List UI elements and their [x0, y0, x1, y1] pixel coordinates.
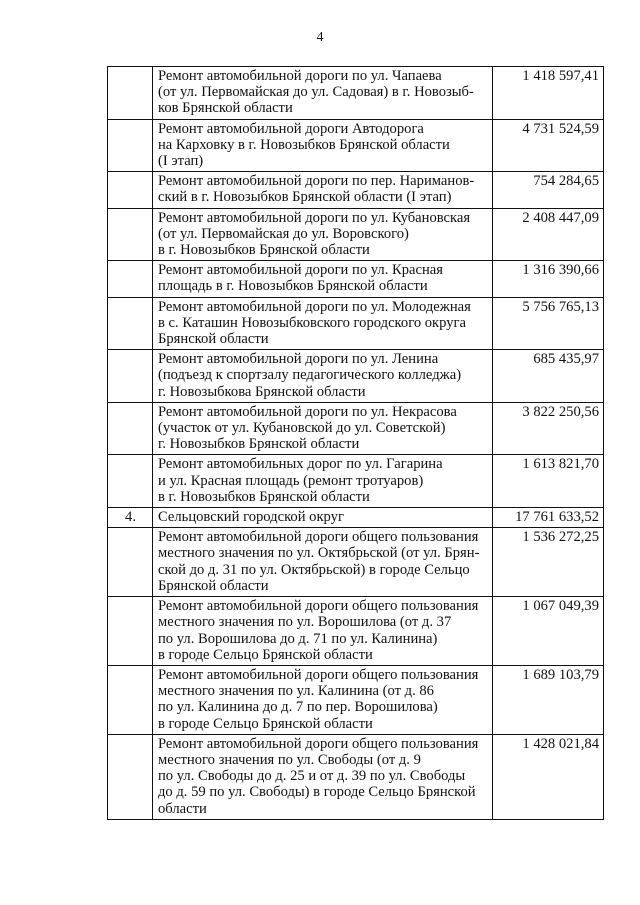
row-number	[108, 350, 153, 403]
funding-table-body	[108, 67, 604, 820]
page-number: 4	[316, 30, 324, 45]
description-line: (подъезд к спортзалу педагогического колледжа)	[158, 367, 462, 384]
description-line: по ул. Свободы до д. 25 и от д. 39 по ул. Свободы	[158, 768, 466, 785]
description-line: в с. Каташин Новозыбковского городского округа	[158, 314, 467, 331]
table-row	[108, 734, 604, 819]
row-amount: 2 408 447,09	[493, 208, 604, 261]
row-amount: 4 731 524,59	[493, 119, 604, 172]
row-description	[153, 297, 493, 350]
row-number	[108, 172, 153, 208]
description-line: по ул. Калинина до д. 7 по пер. Ворошилова)	[158, 699, 438, 716]
description-line: Брянской области	[158, 577, 269, 594]
description-line: ский в г. Новозыбков Брянской области (I этап)	[158, 189, 452, 206]
row-description	[153, 67, 493, 120]
table-row	[108, 119, 604, 172]
row-number	[108, 455, 153, 508]
row-description	[153, 350, 493, 403]
description-line: в городе Сельцо Брянской области	[158, 646, 373, 663]
row-amount: 1 689 103,79	[493, 665, 604, 734]
row-amount: 1 316 390,66	[493, 261, 604, 297]
description-line: области	[158, 800, 207, 817]
row-amount: 1 613 821,70	[493, 455, 604, 508]
description-line: по ул. Ворошилова до д. 71 по ул. Калинина)	[158, 630, 438, 647]
description-line: Ремонт автомобильной дороги по ул. Ленина	[158, 351, 439, 368]
table-row	[108, 508, 604, 528]
description-line: в г. Новозыбков Брянской области	[158, 488, 370, 505]
row-number	[108, 402, 153, 455]
description-line: Ремонт автомобильной дороги по ул. Чапаева	[158, 68, 442, 84]
description-line: Ремонт автомобильной дороги по ул. Молодежная	[158, 298, 471, 315]
row-amount: 17 761 633,52	[493, 508, 604, 528]
description-line: ской до д. 31 по ул. Октябрьской) в городе Сельцо	[158, 561, 470, 578]
row-number	[108, 67, 153, 120]
table-row	[108, 350, 604, 403]
description-line: (I этап)	[158, 153, 204, 170]
description-line: Ремонт автомобильной дороги общего пользования	[158, 598, 479, 615]
description-line: площадь в г. Новозыбков Брянской области	[158, 278, 428, 295]
description-line: в городе Сельцо Брянской области	[158, 715, 373, 732]
description-line: Ремонт автомобильной дороги по ул. Кубановская	[158, 209, 471, 226]
row-amount: 754 284,65	[493, 172, 604, 208]
funding-table	[107, 66, 604, 820]
row-description	[153, 402, 493, 455]
row-number	[108, 297, 153, 350]
description-line: Брянской области	[158, 331, 269, 348]
description-line: Ремонт автомобильной дороги общего пользования	[158, 529, 479, 546]
description-line: на Карховку в г. Новозыбков Брянской области	[158, 136, 450, 153]
table-row	[108, 208, 604, 261]
description-line: и ул. Красная площадь (ремонт тротуаров)	[158, 472, 424, 489]
table-row	[108, 67, 604, 120]
description-line: (от ул. Первомайская до ул. Садовая) в г. Новозыб-	[158, 84, 474, 101]
description-line: Ремонт автомобильной дороги Автодорога	[158, 120, 424, 137]
row-amount: 685 435,97	[493, 350, 604, 403]
row-description	[153, 172, 493, 208]
row-number: 4.	[108, 508, 153, 528]
row-description	[153, 665, 493, 734]
row-description	[153, 508, 493, 528]
table-row	[108, 528, 604, 597]
table-row	[108, 455, 604, 508]
description-line: Ремонт автомобильной дороги общего пользования	[158, 666, 479, 683]
row-number	[108, 665, 153, 734]
description-line: Ремонт автомобильной дороги по ул. Красная	[158, 262, 443, 279]
row-number	[108, 208, 153, 261]
row-description	[153, 261, 493, 297]
description-line: (участок от ул. Кубановской до ул. Советской)	[158, 420, 446, 437]
table-row	[108, 261, 604, 297]
table-row	[108, 597, 604, 666]
description-line: Ремонт автомобильных дорог по ул. Гагарина	[158, 456, 443, 473]
description-line: местного значения по ул. Калинина (от д. 86	[158, 683, 434, 700]
description-line: Сельцовский городской округ	[158, 509, 344, 526]
row-amount: 3 822 250,56	[493, 402, 604, 455]
table-row	[108, 665, 604, 734]
description-line: местного значения по ул. Свободы (от д. 9	[158, 751, 421, 768]
row-description	[153, 528, 493, 597]
row-amount: 1 428 021,84	[493, 734, 604, 819]
row-description	[153, 455, 493, 508]
row-amount: 1 536 272,25	[493, 528, 604, 597]
row-description	[153, 597, 493, 666]
row-amount: 5 756 765,13	[493, 297, 604, 350]
table-row	[108, 297, 604, 350]
description-line: в г. Новозыбков Брянской области	[158, 242, 370, 259]
description-line: местного значения по ул. Ворошилова (от д. 37	[158, 614, 452, 631]
description-line: ков Брянской области	[158, 100, 293, 117]
table-row	[108, 172, 604, 208]
row-description	[153, 208, 493, 261]
description-line: г. Новозыбков Брянской области	[158, 436, 360, 453]
row-amount: 1 067 049,39	[493, 597, 604, 666]
row-number	[108, 528, 153, 597]
description-line: (от ул. Первомайская до ул. Воровского)	[158, 225, 409, 242]
row-amount: 1 418 597,41	[493, 67, 604, 120]
description-line: г. Новозыбкова Брянской области	[158, 383, 366, 400]
row-number	[108, 261, 153, 297]
description-line: Ремонт автомобильной дороги по пер. Нариманов-	[158, 173, 475, 190]
description-line: местного значения по ул. Октябрьской (от ул. Брян-	[158, 545, 480, 562]
row-number	[108, 597, 153, 666]
description-line: до д. 59 по ул. Свободы) в городе Сельцо Брянской	[158, 784, 476, 801]
row-description	[153, 734, 493, 819]
row-number	[108, 734, 153, 819]
table-row	[108, 402, 604, 455]
description-line: Ремонт автомобильной дороги по ул. Некрасова	[158, 403, 457, 420]
row-description	[153, 119, 493, 172]
description-line: Ремонт автомобильной дороги общего пользования	[158, 735, 479, 752]
row-number	[108, 119, 153, 172]
